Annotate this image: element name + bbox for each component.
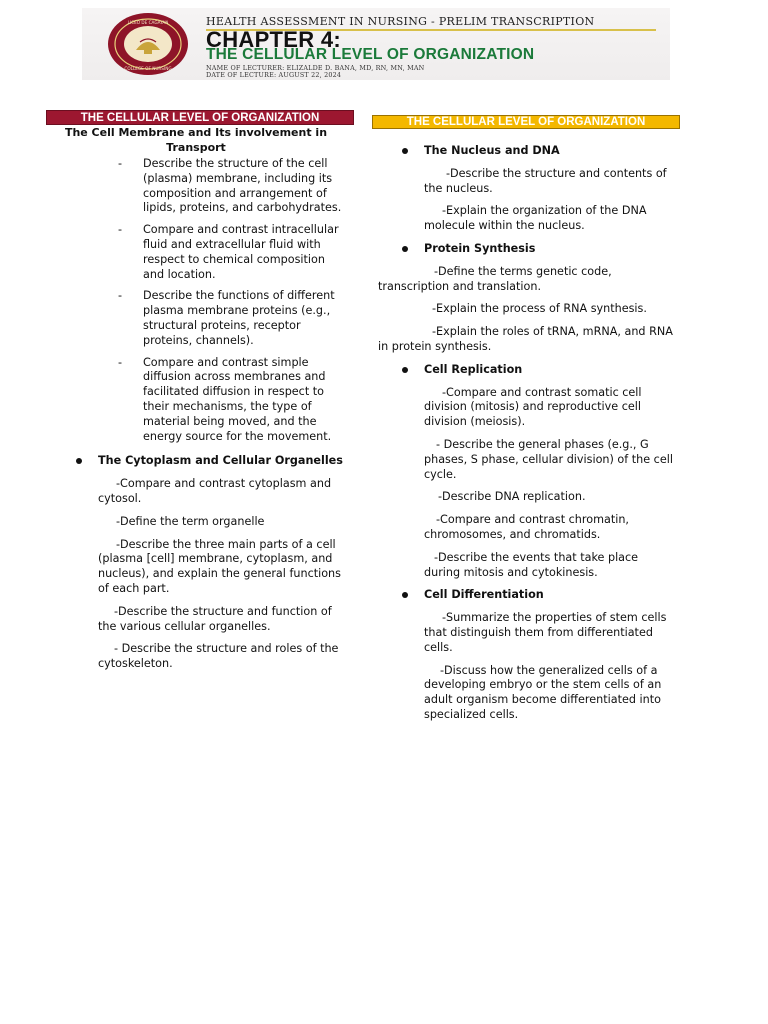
bullet-dot-icon [402,148,408,154]
chapter-title: THE CELLULAR LEVEL OF ORGANIZATION [206,46,535,63]
membrane-objectives-list [46,157,356,444]
list-item: -Describe the structure and contents of the nucleus. [424,166,667,195]
bullet-dot-icon [402,367,408,373]
list-item: -Compare and contrast chromatin, chromosomes, and chromatids. [424,513,629,541]
list-item-text: Compare and contrast intracellular fluid and extracellular fluid with respect to chemical composition and location. [143,223,339,281]
list-item: -Define the term organelle [116,514,265,528]
bullet-heading-cytoplasm [46,454,356,469]
list-item [46,157,356,216]
bullet-heading-protein [372,242,682,257]
chapter-number: CHAPTER 4: [206,27,342,52]
list-item: -Describe the three main parts of a cell (plasma [cell] membrane, cytoplasm, and nucleus), and explain the general functions of each part. [98,537,341,595]
section-band-left: THE CELLULAR LEVEL OF ORGANIZATION [46,110,354,125]
left-column [46,110,356,672]
list-item [46,356,356,445]
svg-text:COLLEGE OF NURSING: COLLEGE OF NURSING [124,66,172,71]
list-item-text: Compare and contrast simple diffusion across membranes and facilitated diffusion in respect to their mechanisms, the type of material being moved, and the energy source for the movement. [143,355,332,443]
list-item: -Describe the events that take place during mitosis and cytokinesis. [424,550,639,579]
bullet-heading-text: Protein Synthesis [424,241,536,255]
list-item: -Explain the process of RNA synthesis. [432,302,647,316]
bullet-dot-icon [402,592,408,598]
list-item [46,223,356,282]
dash-marker: - [118,223,123,237]
bullet-dot-icon [402,246,408,252]
section-band-right: THE CELLULAR LEVEL OF ORGANIZATION [372,115,680,129]
bullet-heading-nucleus [372,144,682,159]
lecture-date: DATE OF LECTURE: AUGUST 22, 2024 [206,71,342,79]
svg-text:LICEO DE CAGAYAN: LICEO DE CAGAYAN [127,20,169,25]
list-item: -Define the terms genetic code, transcription and translation. [378,264,612,293]
list-item: -Summarize the properties of stem cells that distinguish them from differentiated cells. [424,611,667,654]
course-title: HEALTH ASSESSMENT IN NURSING - PRELIM TRANSCRIPTION [206,15,595,28]
dash-marker: - [118,157,123,170]
list-item-text: Describe the structure of the cell (plasma) membrane, including its composition and arrangement of lipids, proteins, and carbohydrates. [143,157,342,215]
dash-marker: - [118,289,123,303]
lecturer-name: NAME OF LECTURER: ELIZALDE D. BANA, MD, RN, MN, MAN [206,64,425,72]
subhead-line-1: The Cell Membrane and Its involvement in [64,126,328,139]
list-item: -Explain the organization of the DNA molecule within the nucleus. [424,204,647,233]
list-item-text: Describe the functions of different plasma membrane proteins (e.g., structural proteins, receptor proteins, channels). [143,289,335,347]
bullet-heading-text: Cell Replication [424,362,523,376]
list-item: -Compare and contrast somatic cell division (mitosis) and reproductive cell division (meiosis). [424,385,642,429]
list-item: -Explain the roles of tRNA, mRNA, and RNA in protein synthesis. [378,325,673,353]
bullet-heading-text: Cell Differentiation [424,588,544,602]
list-item: -Compare and contrast cytoplasm and cytosol. [98,477,332,505]
bullet-heading-text: The Nucleus and DNA [424,144,560,157]
university-seal-logo [106,12,190,76]
list-item: - Describe the general phases (e.g., G phases, S phase, cellular division) of the cell cycle. [424,437,673,481]
bullet-heading-differentiation [372,588,682,603]
list-item: -Discuss how the generalized cells of a developing embryo or the stem cells of an adult organism become differentiated into specialized cells. [424,663,662,721]
bullet-heading-text: The Cytoplasm and Cellular Organelles [98,454,343,468]
document-header [82,8,670,80]
subsection-heading-membrane [46,125,346,155]
bullet-dot-icon [76,458,82,464]
list-item [46,289,356,348]
list-item: - Describe the structure and roles of the cytoskeleton. [98,642,339,671]
list-item: -Describe the structure and function of the various cellular organelles. [98,604,332,633]
bullet-heading-replication [372,363,682,378]
list-item: -Describe DNA replication. [438,490,586,504]
dash-marker: - [118,355,123,369]
subhead-line-2: Transport [166,141,226,154]
right-column [372,110,682,723]
